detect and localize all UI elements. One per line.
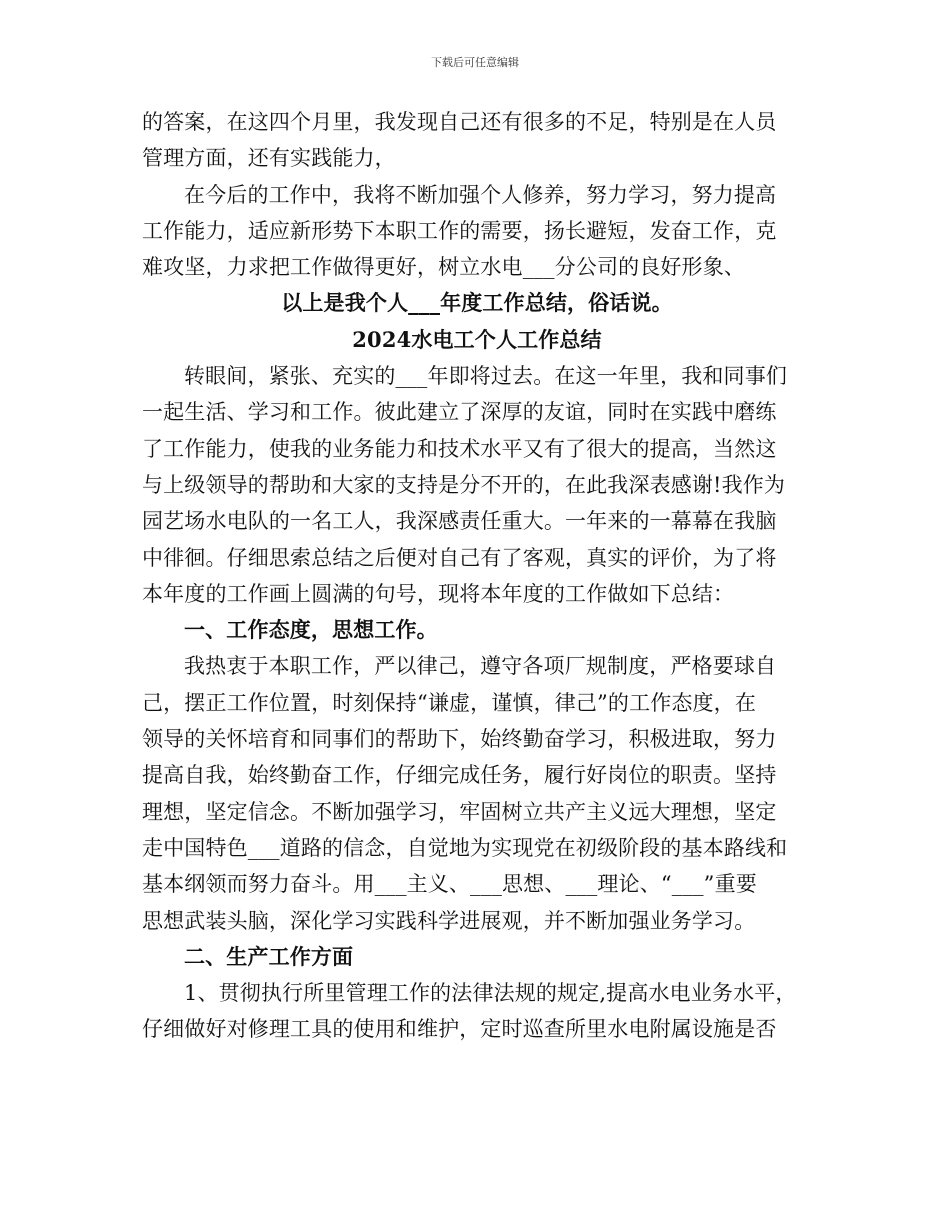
summary-heading: 以上是我个人___年度工作总结，俗话说。 — [281, 290, 673, 316]
text-line: 提高自我，始终勤奋工作，仔细完成任务，履行好岗位的职责。坚持 — [142, 763, 777, 788]
text-line: 己，摆正工作位置，时刻保持“谦虚，谨慎，律己”的工作态度，在 — [142, 690, 756, 715]
document-body — [142, 104, 812, 1048]
paragraph-start: 我热衷于本职工作，严以律己，遵守各项厂规制度，严格要球自 — [184, 654, 777, 679]
page-header: 下载后可任意编辑 — [431, 56, 519, 69]
text-line: 与上级领导的帮助和大家的支持是分不开的，在此我深表感谢!我作为 — [142, 472, 786, 497]
paragraph-start: 转眼间，紧张、充实的___年即将过去。在这一年里，我和同事们 — [184, 364, 787, 389]
text-line: 基本纲领而努力奋斗。用___主义、___思想、___理论、“___”重要 — [142, 872, 757, 897]
document-title: 2024水电工个人工作总结 — [352, 326, 602, 352]
text-line: 园艺场水电队的一名工人，我深感责任重大。一年来的一幕幕在我脑 — [142, 509, 777, 534]
text-line: 本年度的工作画上圆满的句号，现将本年度的工作做如下总结： — [142, 581, 735, 606]
paragraph-start: 在今后的工作中，我将不断加强个人修养，努力学习，努力提高 — [184, 182, 777, 207]
text-line: 难攻坚，力求把工作做得更好，树立水电___分公司的良好形象、 — [142, 255, 745, 280]
text-line: 领导的关怀培育和同事们的帮助下，始终勤奋学习，积极进取，努力 — [142, 727, 777, 752]
section-heading-1: 一、工作态度，思想工作。 — [184, 617, 438, 643]
text-line: 管理方面，还有实践能力， — [142, 146, 396, 171]
text-line: 理想，坚定信念。不断加强学习，牢固树立共产主义远大理想，坚定 — [142, 799, 777, 824]
section-heading-2: 二、生产工作方面 — [184, 943, 354, 969]
text-line: 思想武装头脑，深化学习实践科学进展观，并不断加强业务学习。 — [142, 908, 756, 933]
paragraph-start: 1、贯彻执行所里管理工作的法律法规的规定,提高水电业务水平， — [184, 981, 797, 1006]
text-line: 的答案，在这四个月里，我发现自己还有很多的不足，特别是在人员 — [142, 110, 777, 134]
text-line: 了工作能力，使我的业务能力和技术水平又有了很大的提高，当然这 — [142, 436, 777, 461]
text-line: 走中国特色___道路的信念，自觉地为实现党在初级阶段的基本路线和 — [142, 835, 788, 860]
text-line: 工作能力，适应新形势下本职工作的需要，扬长避短，发奋工作，克 — [142, 218, 777, 243]
text-line: 中徘徊。仔细思索总结之后便对自己有了客观，真实的评价，为了将 — [142, 545, 777, 570]
text-line: 一起生活、学习和工作。彼此建立了深厚的友谊，同时在实践中磨练 — [142, 400, 777, 425]
text-line: 仔细做好对修理工具的使用和维护，定时巡查所里水电附属设施是否 — [142, 1017, 777, 1042]
